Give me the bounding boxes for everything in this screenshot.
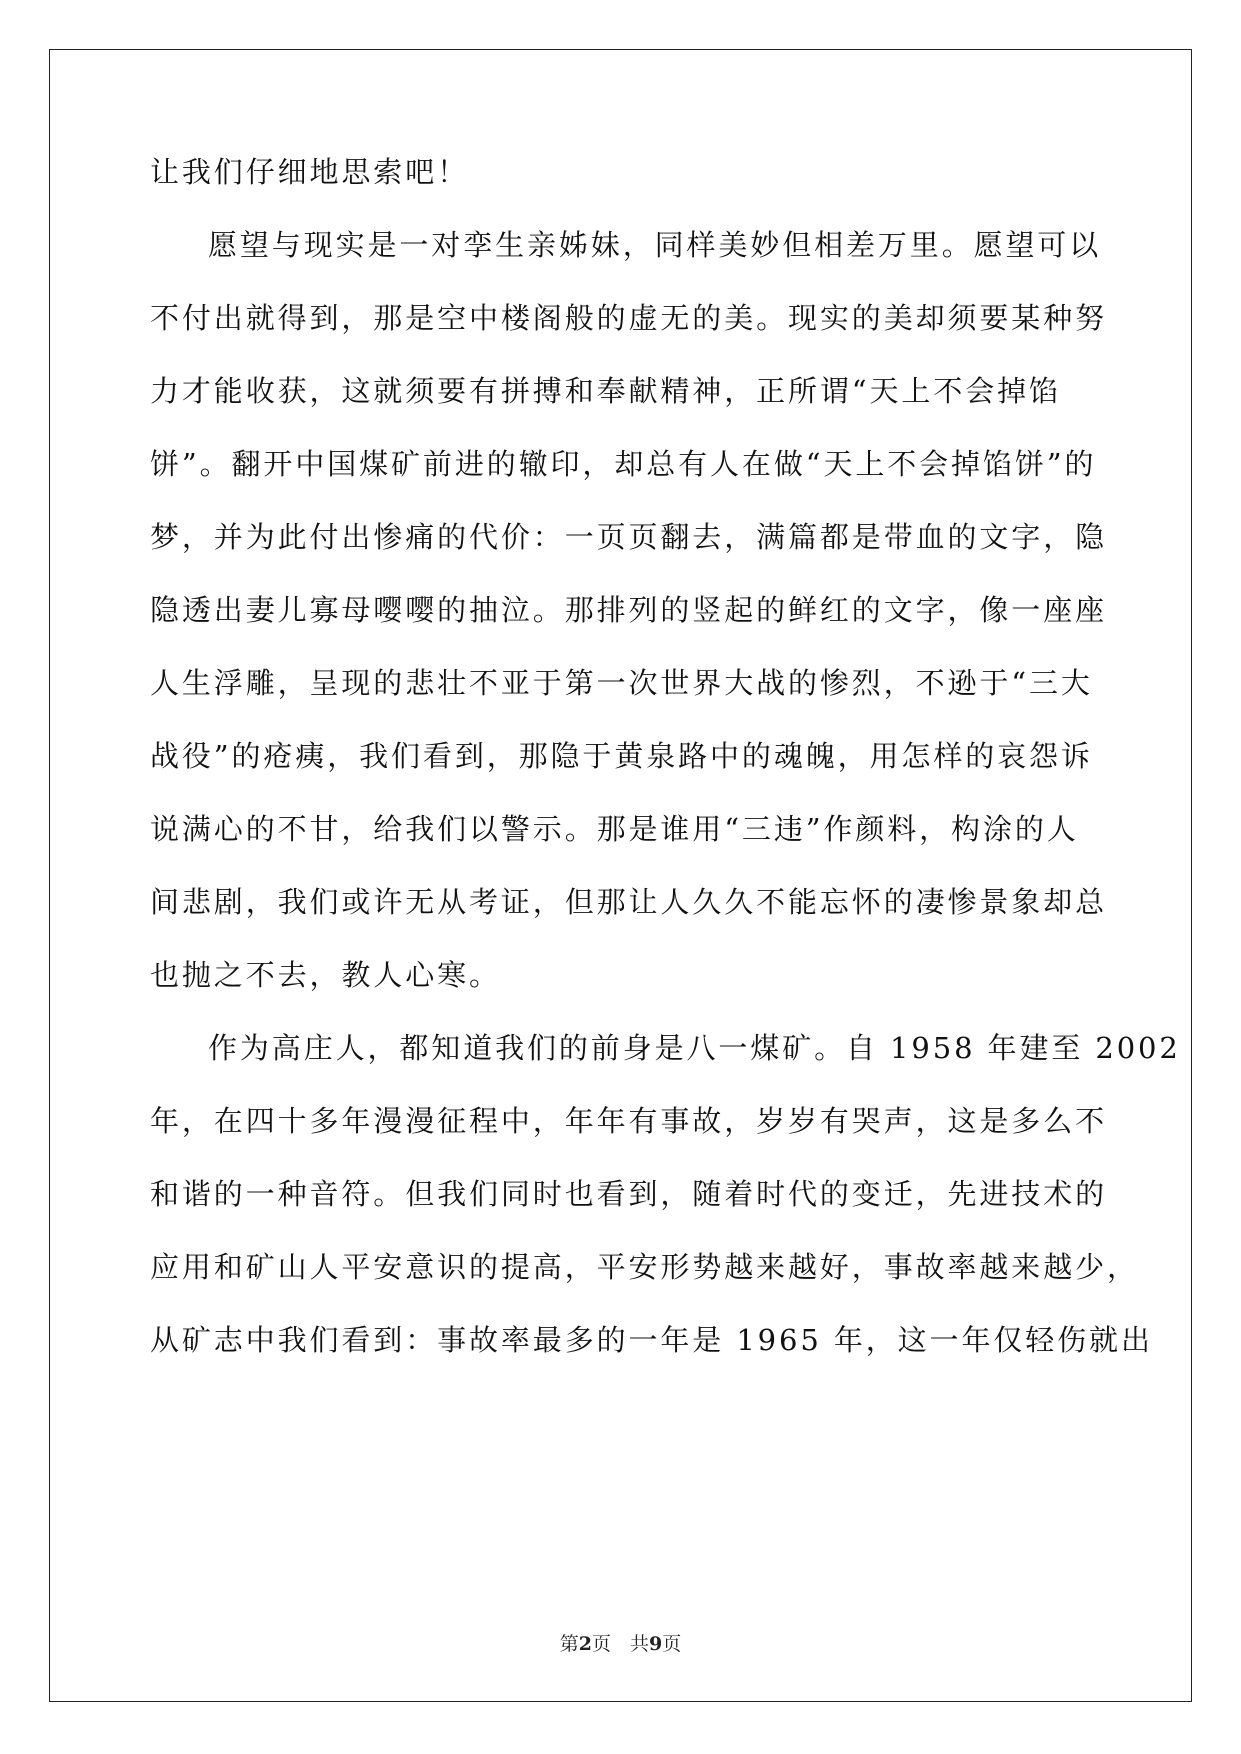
text-line: 不付出就得到，那是空中楼阁般的虚无的美。现实的美却须要某种努 — [150, 301, 1108, 335]
text-line: 也抛之不去，教人心寒。 — [150, 958, 501, 992]
text-line: 隐透出妻儿寡母嘤嘤的抽泣。那排列的竖起的鲜红的文字，像一座座 — [150, 593, 1108, 627]
text-line: 从矿志中我们看到：事故率最多的一年是 1965 年，这一年仅轻伤就出 — [150, 1323, 1153, 1357]
text-line: 梦，并为此付出惨痛的代价：一页页翻去，满篇都是带血的文字，隐 — [150, 520, 1108, 554]
page-prefix: 第 — [559, 1633, 579, 1655]
text-line: 让我们仔细地思索吧！ — [150, 155, 470, 189]
text-line: 人生浮雕，呈现的悲壮不亚于第一次世界大战的惨烈，不逊于“三大 — [150, 666, 1093, 700]
page-border — [49, 49, 1192, 1702]
text-line: 应用和矿山人平安意识的提高，平安形势越来越好，事故率越来越少， — [150, 1250, 1139, 1284]
text-line: 作为高庄人，都知道我们的前身是八一煤矿。自 1958 年建至 2002 — [208, 1031, 1181, 1065]
text-line: 愿望与现实是一对孪生亲姊妹，同样美妙但相差万里。愿望可以 — [208, 228, 1102, 262]
page-mid: 页 共 — [591, 1633, 649, 1655]
page-suffix: 页 — [662, 1633, 682, 1655]
text-line: 说满心的不甘，给我们以警示。那是谁用“三违”作颜料，构涂的人 — [150, 812, 1079, 846]
page-current: 2 — [578, 1633, 592, 1655]
text-line: 间悲剧，我们或许无从考证，但那让人久久不能忘怀的凄惨景象却总 — [150, 885, 1108, 919]
text-line: 年，在四十多年漫漫征程中，年年有事故，岁岁有哭声，这是多么不 — [150, 1104, 1108, 1138]
text-line: 饼”。翻开中国煤矿前进的辙印，却总有人在做“天上不会掉馅饼”的 — [150, 447, 1097, 481]
text-line: 力才能收获，这就须要有拼搏和奉献精神，正所谓“天上不会掉馅 — [150, 374, 1061, 408]
text-line: 战役”的疮痍，我们看到，那隐于黄泉路中的魂魄，用怎样的哀怨诉 — [150, 739, 1093, 773]
text-line: 和谐的一种音符。但我们同时也看到，随着时代的变迁，先进技术的 — [150, 1177, 1108, 1211]
page-total: 9 — [649, 1633, 663, 1655]
page-footer — [0, 1632, 1241, 1656]
